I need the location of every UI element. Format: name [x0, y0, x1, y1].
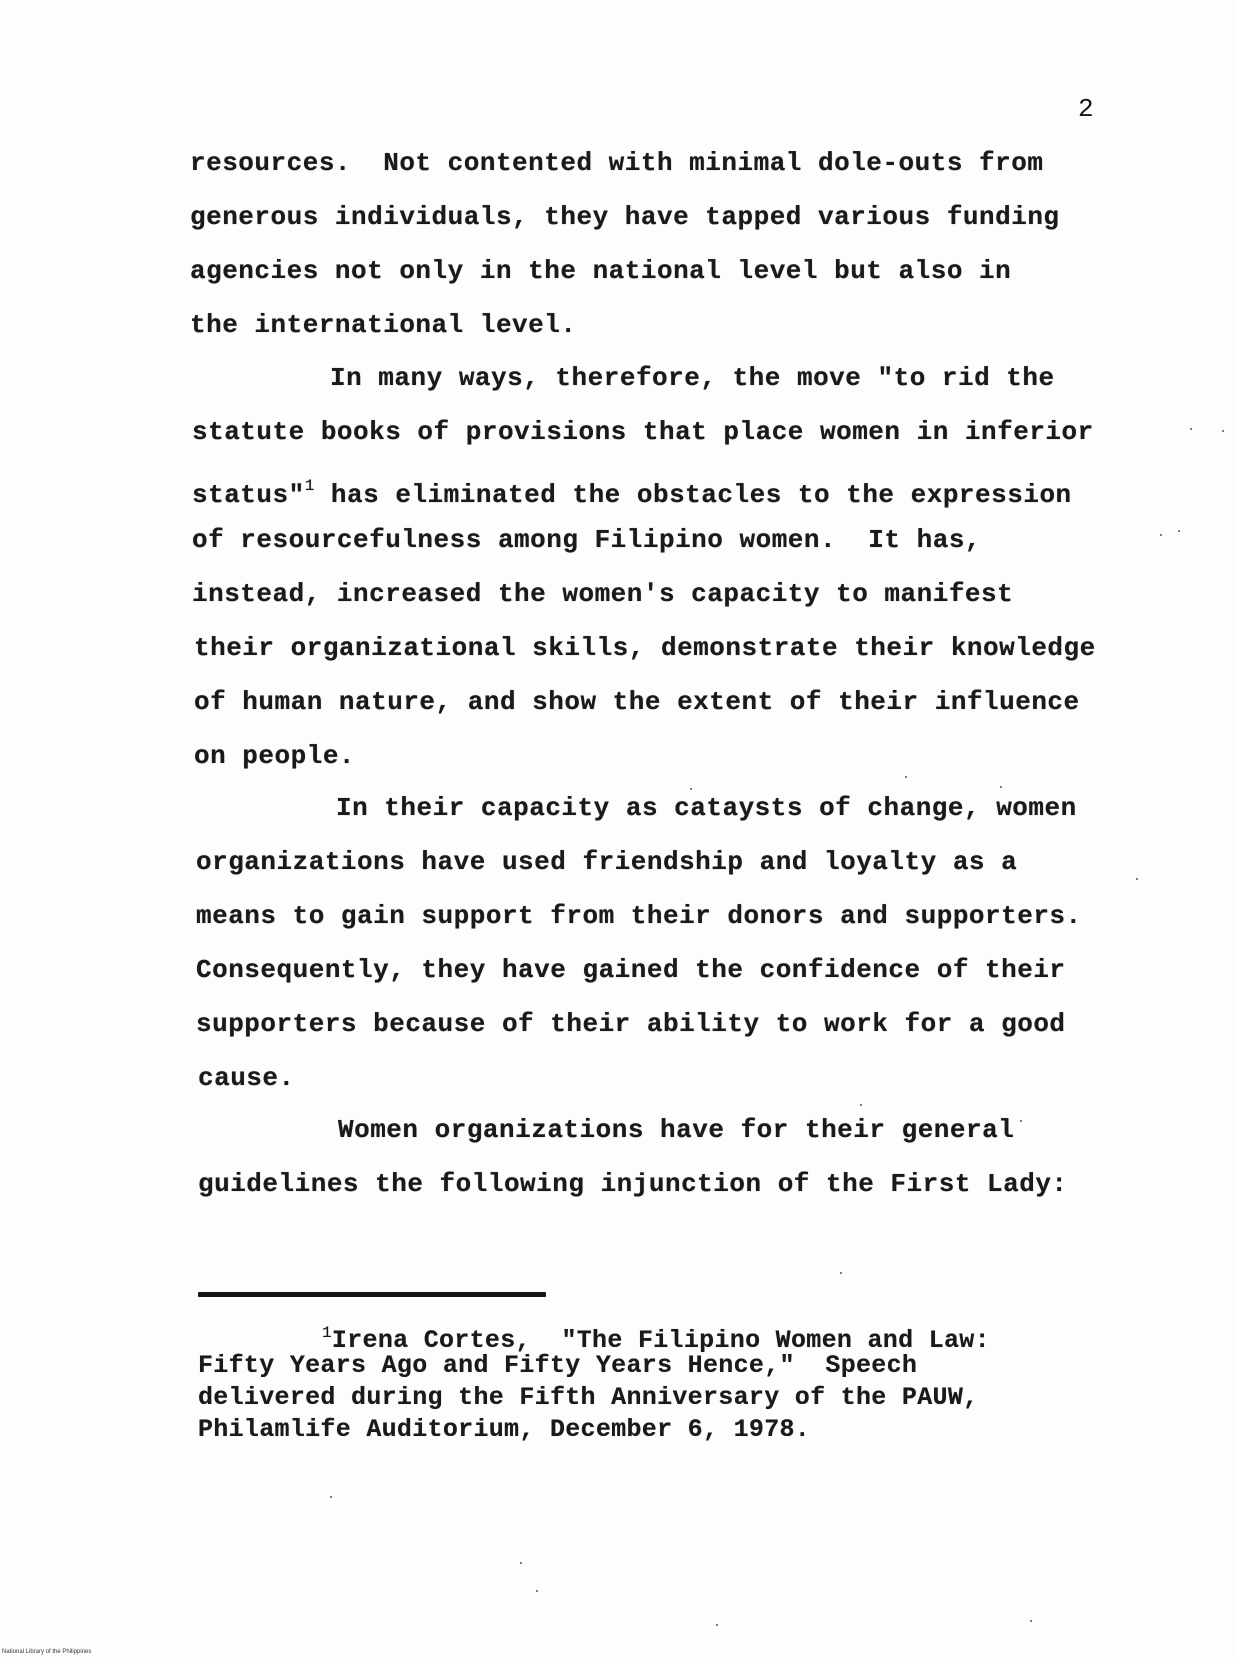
body-line: the international level.: [190, 310, 577, 340]
scan-speck: [690, 788, 692, 790]
body-line: cause.: [198, 1063, 295, 1093]
body-line-rest: has eliminated the obstacles to the expression: [314, 480, 1072, 510]
footnote-line: delivered during the Fifth Anniversary of the PAUW,: [198, 1383, 979, 1412]
footnote-line: Fifty Years Ago and Fifty Years Hence," Speech: [198, 1351, 918, 1380]
scan-speck: [1222, 430, 1224, 432]
body-line: Women organizations have for their general: [338, 1115, 1015, 1145]
body-line: Consequently, they have gained the confidence of their: [196, 955, 1066, 985]
body-line-with-footnote-ref: [192, 470, 1072, 511]
body-line: instead, increased the women's capacity to manifest: [192, 579, 1014, 609]
scan-speck: [1136, 878, 1138, 880]
body-line: means to gain support from their donors and supporters.: [196, 901, 1082, 931]
body-line: guidelines the following injunction of the First Lady:: [198, 1169, 1068, 1199]
body-line: generous individuals, they have tapped various funding: [190, 202, 1060, 232]
scan-speck: [1160, 534, 1162, 536]
body-line: In many ways, therefore, the move "to rid the: [330, 363, 1055, 393]
footnote-mark: 1: [322, 1324, 332, 1342]
body-line: statute books of provisions that place women in inferior: [192, 417, 1094, 447]
scan-speck: [1178, 530, 1180, 532]
body-line: on people.: [194, 741, 356, 771]
body-line: In their capacity as cataysts of change, women: [336, 793, 1077, 823]
scan-speck: [905, 776, 907, 778]
scan-speck: [1020, 1120, 1022, 1122]
scan-speck: [1190, 428, 1192, 430]
footnote-text: Irena Cortes, "The Filipino Women and Law:: [331, 1326, 990, 1355]
body-line: of resourcefulness among Filipino women. It has,: [192, 525, 982, 555]
body-line: supporters because of their ability to work for a good: [196, 1009, 1066, 1039]
scan-speck: [330, 1496, 332, 1498]
scan-speck: [1000, 786, 1002, 788]
scan-speck: [860, 1104, 862, 1106]
scan-speck: [536, 1590, 538, 1592]
page-number: 2: [1078, 94, 1094, 124]
footnote-reference: 1: [304, 477, 315, 495]
body-line: resources. Not contented with minimal dole-outs from: [190, 148, 1044, 178]
scan-speck: [716, 1624, 718, 1626]
body-line: agencies not only in the national level but also in: [190, 256, 1012, 286]
scan-speck: [840, 1272, 842, 1274]
body-line: organizations have used friendship and loyalty as a: [196, 847, 1018, 877]
scan-speck: [520, 1562, 522, 1564]
body-line-start: status": [192, 480, 305, 510]
scan-speck: [1030, 1620, 1032, 1622]
footnote-line: Philamlife Auditorium, December 6, 1978.: [198, 1415, 811, 1444]
footnote-separator: [198, 1292, 546, 1297]
archive-footer: National Library of the Philippines: [2, 1649, 92, 1655]
body-line: of human nature, and show the extent of their influence: [194, 687, 1080, 717]
body-line: their organizational skills, demonstrate their knowledge: [194, 633, 1096, 663]
